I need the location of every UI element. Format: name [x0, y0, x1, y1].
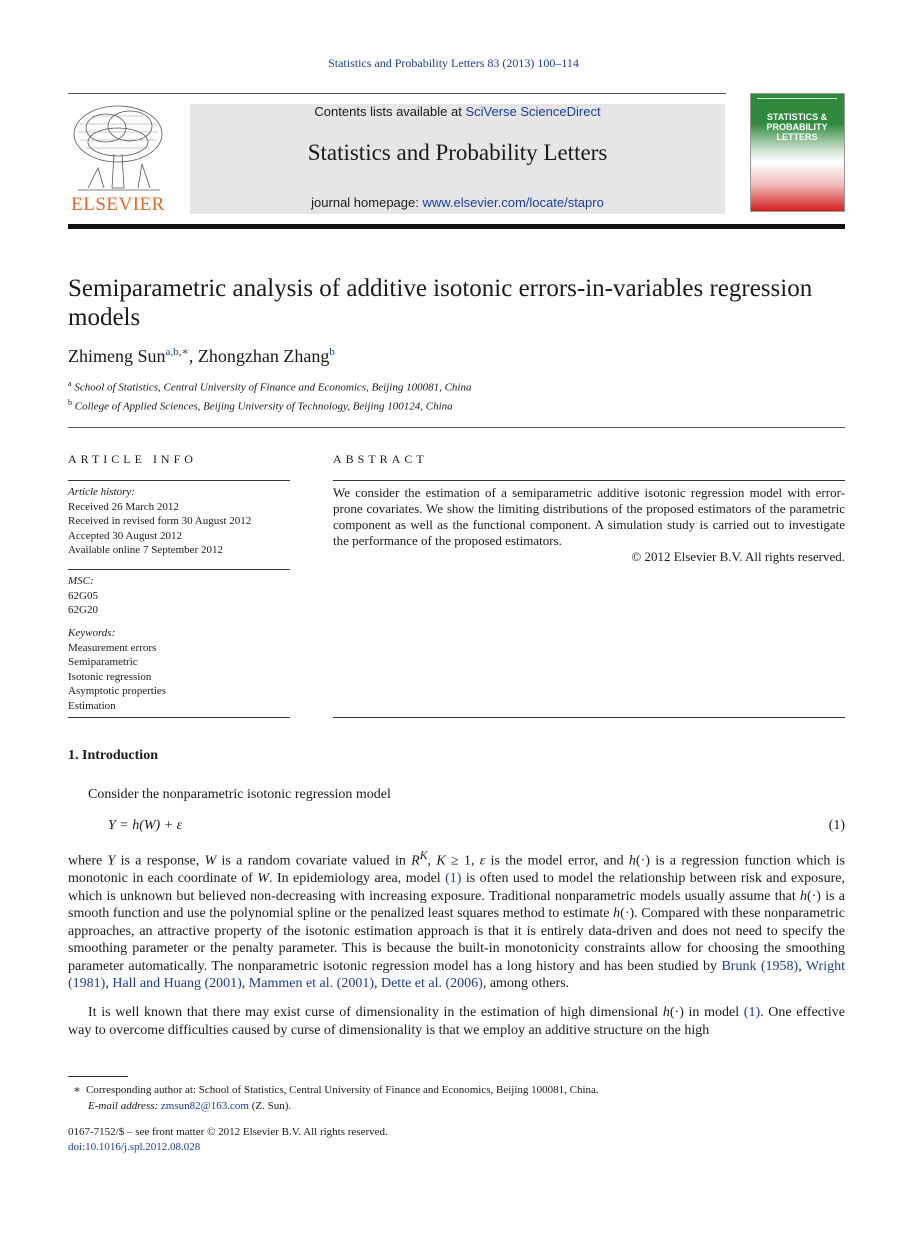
- equation-link[interactable]: (1): [743, 1005, 761, 1020]
- text: , among others.: [482, 976, 570, 992]
- corresponding-author-footnote: [68, 1082, 599, 1114]
- divider: [68, 569, 290, 570]
- divider: [68, 717, 290, 718]
- text: . One effective way to overcome difficulties caused by curse of dimensionality is that we employ an additive structure on the high: [68, 1005, 845, 1038]
- math: R: [411, 853, 420, 869]
- history-item: Received in revised form 30 August 2012: [68, 515, 252, 527]
- text: is a random covariate valued in: [216, 853, 412, 869]
- math: h: [662, 1005, 670, 1020]
- text: ,: [798, 958, 806, 974]
- divider: [333, 717, 845, 718]
- author-affiliation-marks[interactable]: a,b,∗: [165, 346, 189, 358]
- journal-title: Statistics and Probability Letters: [307, 140, 608, 165]
- email-link[interactable]: zmsun82@163.com: [160, 1100, 249, 1112]
- tree-icon: [68, 104, 168, 194]
- math: h: [613, 906, 621, 922]
- doi-link[interactable]: doi:10.1016/j.spl.2012.08.028: [68, 1141, 201, 1153]
- section-heading: 1. Introduction: [68, 748, 158, 763]
- text: is often used to model the relationship between risk and exposure, which is unknown but believed non-decreasing with increasing exposure. Traditional nonparametric models usually assume that: [68, 871, 845, 904]
- citation-link[interactable]: Wright (1981): [68, 958, 846, 992]
- msc-code: 62G05: [68, 589, 98, 602]
- author-name: Zhongzhan Zhang: [197, 346, 330, 366]
- text: (·) is a smooth function and use the polynomial spline or the penalized least squares method to estimate: [68, 888, 845, 922]
- divider: [68, 427, 845, 428]
- keyword: Semiparametric: [68, 656, 138, 668]
- citation-link[interactable]: Brunk (1958): [721, 958, 799, 974]
- header-rule: [68, 93, 726, 94]
- affiliation-mark: a: [68, 379, 72, 388]
- article-title: Semiparametric analysis of additive isotonic errors-in-variables regression models: [68, 275, 813, 331]
- text: (·). Compared with these nonparametric approaches, an attractive property of the isotonic estimation approach is that it is entirely data-driven and does not need to specify the smoothing parameter or the penalty parameter. This is because the built-in monotonicity constraints allow for choosing the smoothing parameter automatically. The nonparametric isotonic regression model has a long history and has been studied by: [68, 906, 845, 974]
- text: ,: [373, 976, 381, 992]
- keyword: Estimation: [68, 699, 116, 712]
- history-item: Received 26 March 2012: [68, 500, 179, 513]
- msc-label: MSC:: [68, 575, 94, 587]
- intro-sentence: Consider the nonparametric isotonic regression model: [88, 787, 391, 802]
- article-info-heading: ARTICLE INFO: [68, 452, 197, 466]
- keyword: Asymptotic properties: [68, 685, 167, 697]
- math: W: [204, 853, 217, 869]
- abstract-heading: ABSTRACT: [333, 452, 428, 466]
- keywords: [68, 626, 290, 713]
- math: W: [257, 871, 270, 887]
- text: is the model error, and: [485, 853, 629, 869]
- text: ,: [105, 976, 113, 992]
- affiliation-text: School of Statistics, Central University of Finance and Economics, Beijing 100081, China: [74, 381, 472, 394]
- abstract-text: We consider the estimation of a semiparametric additive isotonic regression model with error-prone covariates. We show the limiting distributions of the proposed estimators of the parametric component as well as the functional component. A simulation study is carried out to investigate the performance of the proposed estimators.: [333, 485, 845, 548]
- email-label: E-mail address:: [88, 1100, 161, 1112]
- citation-link[interactable]: Mammen et al. (2001): [248, 976, 374, 992]
- math-superscript: K: [419, 849, 428, 862]
- affiliation-text: College of Applied Sciences, Beijing University of Technology, Beijing 100124, China: [74, 400, 453, 413]
- body-paragraph: [68, 1004, 845, 1039]
- homepage-prefix: journal homepage:: [311, 195, 423, 210]
- sciencedirect-link[interactable]: SciVerse ScienceDirect: [465, 104, 601, 119]
- author-list: [68, 345, 335, 367]
- text: . In epidemiology area, model: [269, 871, 446, 887]
- corresponding-text: Corresponding author at: School of Statistics, Central University of Finance and Economics, Beijing 100081, China.: [86, 1084, 599, 1096]
- author-affiliation-marks[interactable]: b: [329, 346, 335, 358]
- cover-title: STATISTICS & PROBABILITY LETTERS: [766, 112, 828, 142]
- author-name: Zhimeng Sun: [68, 346, 166, 366]
- copyright-notice: © 2012 Elsevier B.V. All rights reserved.: [631, 549, 845, 564]
- msc-codes: [68, 574, 290, 618]
- text: ,: [241, 976, 249, 992]
- equation-link[interactable]: (1): [445, 871, 462, 887]
- text: ,: [427, 853, 437, 869]
- affiliation-mark: b: [68, 398, 72, 407]
- affiliation: [68, 379, 472, 394]
- math: ε: [479, 853, 486, 869]
- text: is a response,: [115, 853, 205, 869]
- equation: Y = h(W) + ε: [108, 818, 183, 833]
- equation-number: (1): [828, 818, 845, 833]
- msc-code: 62G20: [68, 604, 98, 616]
- journal-cover-thumbnail: [750, 93, 845, 212]
- text: It is well known that there may exist curse of dimensionality in the estimation of high dimensional: [88, 1005, 663, 1020]
- contents-line: [190, 104, 725, 119]
- keyword: Measurement errors: [68, 641, 157, 654]
- contents-prefix: Contents lists available at: [314, 104, 466, 119]
- math: Y: [107, 853, 116, 869]
- citation-link[interactable]: Dette et al. (2006): [380, 976, 483, 992]
- history-item: Accepted 30 August 2012: [68, 529, 182, 542]
- math: K: [436, 853, 446, 869]
- article-history: [68, 485, 290, 558]
- keyword: Isotonic regression: [68, 670, 152, 683]
- history-label: Article history:: [68, 486, 135, 498]
- elsevier-wordmark: ELSEVIER: [71, 194, 165, 215]
- text: (·) is a regression function which is monotonic in each coordinate of: [68, 853, 846, 887]
- header-heavy-rule: [68, 224, 845, 229]
- footnote-rule: [68, 1076, 128, 1077]
- citation-link[interactable]: Hall and Huang (2001): [112, 976, 242, 992]
- body-paragraph: [68, 847, 845, 993]
- history-item: Available online 7 September 2012: [68, 544, 223, 556]
- text: ≥ 1,: [445, 853, 480, 869]
- text: where: [68, 853, 108, 869]
- text: (·) in model: [669, 1005, 744, 1020]
- math: h: [799, 888, 807, 904]
- journal-reference[interactable]: Statistics and Probability Letters 83 (2013) 100–114: [328, 56, 579, 70]
- footnote-star: ∗: [73, 1084, 81, 1096]
- affiliation: [68, 398, 453, 413]
- issn-line: 0167-7152/$ – see front matter © 2012 Elsevier B.V. All rights reserved.: [68, 1126, 388, 1138]
- divider: [68, 480, 290, 481]
- cover-rule: [757, 98, 837, 102]
- math: h: [628, 853, 636, 869]
- keywords-label: Keywords:: [68, 627, 116, 639]
- email-suffix: (Z. Sun).: [248, 1100, 292, 1112]
- homepage-line: [190, 195, 725, 210]
- homepage-link[interactable]: www.elsevier.com/locate/stapro: [422, 195, 604, 210]
- divider: [333, 480, 845, 481]
- author-separator: ,: [188, 346, 198, 366]
